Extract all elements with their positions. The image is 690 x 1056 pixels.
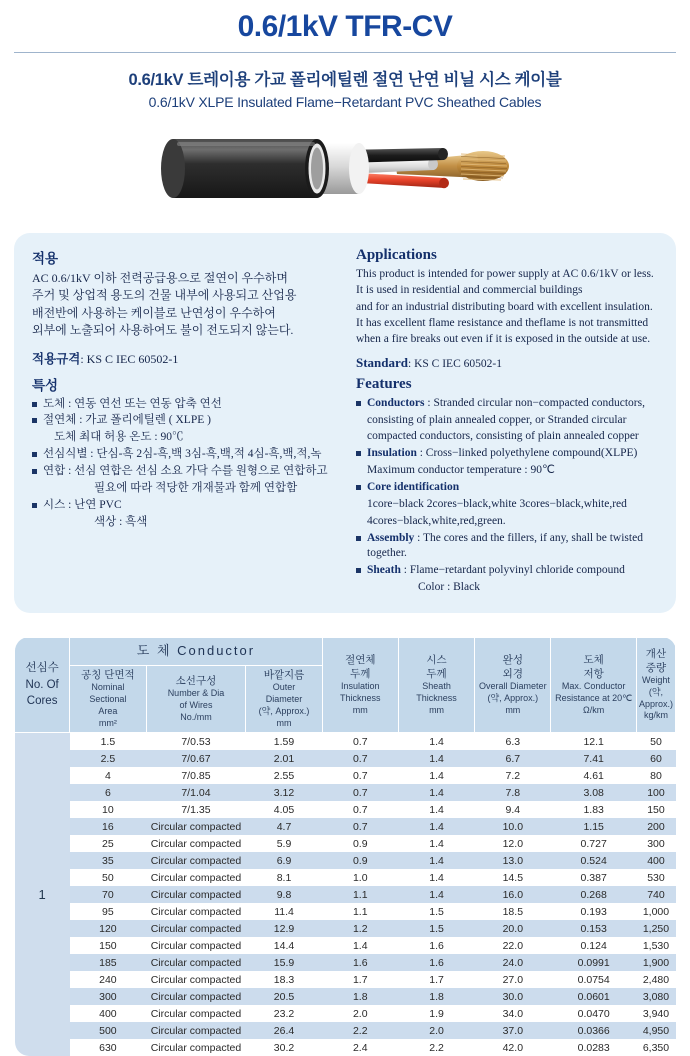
cell-sheath: 1.4	[429, 769, 444, 782]
cell-res: 0.0991	[551, 954, 636, 971]
applications-ko-line: 배전반에 사용하는 케이블로 난연성이 우수하여	[32, 305, 276, 320]
feature-en-item-label: Sheath	[367, 564, 401, 577]
cell-overall: 7.8	[475, 784, 551, 801]
feature-en-item: consisting of plain annealed copper, or Stranded circular	[367, 413, 627, 426]
cell-res: 0.387	[580, 871, 607, 884]
feature-en-item: Maximum conductor temperature : 90℃	[367, 464, 555, 477]
product-image-area	[0, 118, 690, 223]
cell-sheath: 2.2	[429, 1041, 444, 1054]
cell-res: 0.727	[580, 837, 607, 850]
cell-ins: 0.7	[322, 750, 398, 767]
cell-od: 8.1	[276, 871, 292, 884]
feature-en-item: Assembly : The cores and the fillers, if any, shall be twisted together.	[356, 531, 664, 563]
cell-area: 120	[70, 920, 146, 937]
cell-weight: 3,940	[642, 1007, 670, 1020]
cell-ins: 1.0	[352, 871, 368, 884]
cell-weight: 80	[650, 769, 662, 782]
cell-wires: 7/0.53	[181, 735, 211, 748]
cell-od: 15.9	[246, 954, 322, 971]
cell-area: 70	[70, 886, 146, 903]
cell-res: 1.15	[551, 818, 636, 835]
cell-wires: Circular compacted	[146, 920, 246, 937]
cell-area: 300	[70, 988, 146, 1005]
cell-ins: 1.1	[322, 886, 398, 903]
cell-res: 7.41	[551, 750, 636, 767]
cell-sheath: 1.4	[429, 871, 444, 884]
cell-wires: Circular compacted	[146, 852, 246, 869]
cell-od: 4.05	[273, 803, 295, 816]
feature-en-item: 1core−black 2cores−black,white 3cores−black,white,red	[367, 497, 627, 510]
feature-en-item-label: Core identification	[367, 480, 460, 493]
cell-sheath: 1.4	[398, 750, 474, 767]
cell-sheath: 1.4	[429, 735, 444, 748]
cell-overall: 37.0	[475, 1022, 551, 1039]
table-row	[15, 767, 676, 784]
applications-body-ko	[32, 270, 340, 340]
cell-res: 0.0601	[551, 988, 636, 1005]
cell-res: 0.0470	[577, 1007, 610, 1020]
feature-en-item: Insulation : Cross−linked polyethylene compound(XLPE)	[356, 446, 664, 462]
cell-overall: 7.2	[505, 769, 521, 782]
cell-overall: 30.0	[475, 988, 551, 1005]
cell-wires: Circular compacted	[150, 905, 242, 918]
cell-wires: Circular compacted	[146, 886, 246, 903]
info-column-korean	[14, 247, 346, 597]
cell-weight: 530	[647, 871, 665, 884]
col-header-resistance: 도체 저항 Max. Conductor Resistance at 20℃ Ω/km	[551, 637, 636, 732]
cell-od: 12.9	[246, 920, 322, 937]
cell-ins: 0.9	[322, 852, 398, 869]
cell-od: 23.2	[273, 1007, 295, 1020]
col-header-overall-diameter: 완성 외경 Overall Diameter (약, Approx.) mm	[475, 637, 551, 732]
cell-sheath: 1.6	[398, 954, 474, 971]
feature-ko-item: 연합 : 선심 연합은 선심 소요 가닥 수를 원형으로 연합하고	[32, 464, 340, 480]
cell-res: 0.0366	[551, 1022, 636, 1039]
cell-wires: Circular compacted	[150, 871, 242, 884]
cell-od: 2.01	[246, 750, 322, 767]
applications-en-line: and for an industrial distributing board with excellent insulation.	[356, 300, 653, 313]
feature-en-item-label: Conductors	[367, 396, 425, 409]
cell-ins: 0.7	[352, 769, 368, 782]
standard-label-en: Standard	[356, 354, 409, 370]
applications-ko-line: AC 0.6/1kV 이하 전력공급용으로 절연이 우수하며	[32, 271, 288, 285]
cell-weight: 100	[636, 784, 675, 801]
applications-en-line: It has excellent flame resistance and theflame is not transmitted	[356, 316, 649, 329]
cell-area: 400	[99, 1007, 117, 1020]
feature-en-item: 4cores−black,white,red,green.	[367, 514, 506, 527]
cell-ins: 1.1	[352, 905, 368, 918]
cell-res: 12.1	[583, 735, 604, 748]
feature-ko-item: 시스 : 난연 PVC	[32, 498, 340, 514]
cell-res: 0.124	[580, 939, 607, 952]
cell-sheath: 1.5	[398, 920, 474, 937]
applications-heading-ko: 적용	[32, 251, 59, 266]
cell-ins: 2.4	[352, 1041, 368, 1054]
spec-table-head	[15, 637, 676, 732]
cell-sheath: 1.4	[398, 818, 474, 835]
cell-overall: 6.7	[475, 750, 551, 767]
cell-overall: 34.0	[502, 1007, 524, 1020]
cell-area: 630	[99, 1041, 117, 1054]
cell-wires: 7/0.67	[146, 750, 246, 767]
table-row	[15, 1039, 676, 1056]
table-row	[15, 784, 676, 801]
cell-overall: 20.0	[475, 920, 551, 937]
col-header-insulation: 절연체 두께 Insulation Thickness mm	[322, 637, 398, 732]
cell-wires: 7/1.04	[146, 784, 246, 801]
cell-wires: Circular compacted	[150, 939, 242, 952]
cell-overall: 18.5	[502, 905, 524, 918]
cell-wires: Circular compacted	[150, 837, 242, 850]
info-column-english	[346, 247, 676, 597]
page-title: 0.6/1kV TFR-CV	[237, 10, 453, 43]
cell-od: 3.12	[246, 784, 322, 801]
cell-wires: Circular compacted	[150, 1041, 242, 1054]
feature-ko-item: 필요에 따라 적당한 개재물과 함께 연합함	[94, 481, 298, 494]
col-header-sheath: 시스 두께 Sheath Thickness mm	[398, 637, 474, 732]
table-row	[15, 733, 676, 751]
feature-en-item: Conductors : Stranded circular non−compacted conductors,	[356, 396, 664, 412]
cell-area: 6	[70, 784, 146, 801]
cell-area: 10	[102, 803, 114, 816]
table-row	[15, 920, 676, 937]
cell-area: 240	[99, 973, 117, 986]
table-row	[15, 818, 676, 835]
cell-overall: 24.0	[475, 954, 551, 971]
cell-res: 0.153	[551, 920, 636, 937]
product-info-panel	[14, 233, 676, 613]
table-row	[15, 750, 676, 767]
feature-ko-item: 선심식별 : 단심-흑 2심-흑,백 3심-흑,백,적 4심-흑,백,적,녹	[32, 447, 340, 463]
standard-ko	[32, 349, 340, 367]
cell-sheath: 1.4	[398, 784, 474, 801]
cell-sheath: 1.8	[398, 988, 474, 1005]
table-row	[15, 971, 676, 988]
cell-overall: 12.0	[502, 837, 524, 850]
cell-res: 4.61	[583, 769, 604, 782]
feature-ko-item: 도체 최대 허용 온도 : 90℃	[54, 431, 184, 444]
cell-wires: Circular compacted	[146, 1022, 246, 1039]
col-header-wires: 소선구성 Number & Dia of Wires No./mm	[146, 665, 246, 732]
table-row	[15, 1022, 676, 1039]
cell-res: 0.268	[551, 886, 636, 903]
cell-weight: 50	[650, 735, 662, 748]
features-heading-en: Features	[356, 375, 412, 392]
cell-weight: 740	[636, 886, 675, 903]
cell-weight: 1,250	[636, 920, 675, 937]
cell-area: 35	[70, 852, 146, 869]
feature-ko-item: 도체 : 연동 연선 또는 연동 압축 연선	[32, 397, 340, 413]
col-header-cores: 선심수 No. Of Cores	[15, 637, 70, 732]
cell-sheath: 1.5	[429, 905, 444, 918]
table-row	[15, 886, 676, 903]
cell-wires: 7/1.35	[181, 803, 211, 816]
cell-od: 26.4	[246, 1022, 322, 1039]
cell-overall: 6.3	[505, 735, 521, 748]
cell-ins: 0.7	[322, 818, 398, 835]
feature-en-item: Sheath : Flame−retardant polyvinyl chloride compound	[356, 563, 664, 579]
table-row	[15, 988, 676, 1005]
cell-weight: 3,080	[636, 988, 675, 1005]
cell-sheath: 1.6	[429, 939, 444, 952]
title-divider	[14, 52, 676, 53]
cell-area: 25	[102, 837, 114, 850]
cell-ins: 0.7	[322, 784, 398, 801]
cell-res: 0.0283	[577, 1041, 610, 1054]
cell-area: 16	[70, 818, 146, 835]
table-row	[15, 869, 676, 886]
feature-en-item: compacted conductors, consisting of plain annealed copper	[367, 430, 639, 443]
cell-wires: Circular compacted	[146, 988, 246, 1005]
col-header-outer-diameter: 바깥지름 Outer Diameter (약, Approx.) mm	[246, 665, 322, 732]
cell-overall: 22.0	[502, 939, 524, 952]
feature-en-item-label: Assembly	[367, 531, 415, 544]
cell-sheath: 1.4	[429, 803, 444, 816]
features-heading-ko: 특성	[32, 377, 59, 393]
cell-weight: 1,530	[642, 939, 670, 952]
cell-od: 20.5	[246, 988, 322, 1005]
cell-ins: 1.7	[352, 973, 368, 986]
feature-en-item: Color : Black	[418, 581, 480, 594]
cell-res: 0.0754	[577, 973, 610, 986]
applications-heading-en: Applications	[356, 247, 437, 263]
cell-sheath: 2.0	[398, 1022, 474, 1039]
cell-area: 500	[70, 1022, 146, 1039]
cell-sheath: 1.7	[429, 973, 444, 986]
table-row	[15, 852, 676, 869]
applications-ko-line: 주거 및 상업적 용도의 건물 내부에 사용되고 산업용	[32, 288, 297, 303]
cell-od: 4.7	[246, 818, 322, 835]
cell-weight: 1,000	[642, 905, 670, 918]
cell-cores: 1	[15, 733, 70, 1056]
cell-weight: 1,900	[636, 954, 675, 971]
cell-overall: 14.5	[502, 871, 524, 884]
cell-area: 95	[102, 905, 114, 918]
cell-od: 30.2	[273, 1041, 295, 1054]
cell-od: 5.9	[276, 837, 292, 850]
cell-sheath: 1.9	[429, 1007, 444, 1020]
cell-sheath: 1.4	[398, 886, 474, 903]
cell-area: 4	[104, 769, 111, 782]
cell-area: 185	[70, 954, 146, 971]
cell-ins: 1.2	[322, 920, 398, 937]
cell-area: 2.5	[70, 750, 146, 767]
cell-area: 50	[102, 871, 114, 884]
header-row-top	[15, 637, 676, 665]
col-header-weight: 개산 중량 Weight (약, Approx.) kg/km	[636, 637, 675, 732]
cell-area: 1.5	[100, 735, 116, 748]
cell-ins: 1.8	[322, 988, 398, 1005]
cell-overall: 13.0	[475, 852, 551, 869]
feature-en-item	[356, 480, 664, 496]
standard-en	[356, 355, 664, 371]
cell-wires: Circular compacted	[146, 818, 246, 835]
col-header-conductor-group: 도 체 Conductor	[70, 637, 322, 665]
features-list-ko	[32, 397, 340, 531]
cell-od: 11.4	[274, 905, 294, 918]
standard-label-ko: 적용규격	[32, 351, 81, 366]
cell-overall: 27.0	[502, 973, 524, 986]
cell-weight: 2,480	[642, 973, 670, 986]
standard-value-en: : KS C IEC 60502-1	[408, 357, 502, 370]
cell-od: 6.9	[246, 852, 322, 869]
outer-sheath	[161, 139, 329, 198]
features-list-en	[356, 396, 664, 596]
cell-od: 14.4	[273, 939, 295, 952]
cell-od: 1.59	[273, 735, 295, 748]
cell-overall: 16.0	[475, 886, 551, 903]
subtitle-english: 0.6/1kV XLPE Insulated Flame−Retardant PVC Sheathed Cables	[148, 94, 542, 110]
cell-ins: 2.0	[352, 1007, 368, 1020]
cell-weight: 60	[636, 750, 675, 767]
applications-ko-line: 외부에 노출되어 사용하여도 불이 전도되지 않는다.	[32, 323, 294, 338]
cell-sheath: 1.4	[398, 852, 474, 869]
table-row	[15, 903, 676, 920]
cell-od: 18.3	[273, 973, 295, 986]
standard-value-ko: : KS C IEC 60502-1	[80, 351, 179, 366]
applications-en-line: when a fire breaks out even if it is exposed in the outside at use.	[356, 333, 651, 346]
col-header-nominal-area: 공칭 단면적 Nominal Sectional Area mm²	[70, 665, 146, 732]
cell-overall: 10.0	[475, 818, 551, 835]
cell-overall: 9.4	[505, 803, 521, 816]
cell-ins: 1.4	[352, 939, 368, 952]
cell-ins: 1.6	[322, 954, 398, 971]
cell-wires: Circular compacted	[150, 1007, 242, 1020]
table-row	[15, 937, 676, 954]
spec-table	[14, 637, 676, 1056]
cell-area: 150	[99, 939, 117, 952]
cell-wires: Circular compacted	[150, 973, 242, 986]
cell-ins: 0.7	[352, 735, 368, 748]
cell-res: 3.08	[551, 784, 636, 801]
cell-sheath: 1.4	[429, 837, 444, 850]
table-row	[15, 1005, 676, 1022]
cell-weight: 150	[647, 803, 665, 816]
cell-weight: 200	[636, 818, 675, 835]
cell-weight: 300	[647, 837, 665, 850]
subtitle-korean: 0.6/1kV 트레이용 가교 폴리에틸렌 절연 난연 비닐 시스 케이블	[128, 71, 562, 89]
cell-res: 1.83	[583, 803, 604, 816]
table-row	[15, 835, 676, 852]
cell-res: 0.524	[551, 852, 636, 869]
cell-ins: 0.9	[352, 837, 368, 850]
table-row	[15, 801, 676, 818]
spec-table-body	[15, 733, 676, 1056]
applications-body-en	[356, 266, 664, 348]
cell-ins: 2.2	[322, 1022, 398, 1039]
cell-weight: 400	[636, 852, 675, 869]
cell-od: 2.55	[273, 769, 295, 782]
cell-res: 0.193	[580, 905, 607, 918]
feature-ko-item: 색상 : 흑색	[94, 515, 148, 528]
cell-ins: 0.7	[352, 803, 368, 816]
cell-weight: 4,950	[636, 1022, 675, 1039]
cable-cross-section-illustration	[145, 118, 545, 223]
spec-table-wrapper	[14, 637, 676, 1056]
applications-en-line: This product is intended for power supply at AC 0.6/1kV or less.	[356, 268, 654, 280]
applications-en-line: It is used in residential and commercial buildings	[356, 284, 583, 297]
cell-wires: 7/0.85	[181, 769, 211, 782]
cell-weight: 6,350	[642, 1041, 670, 1054]
feature-en-item-label: Insulation	[367, 447, 417, 460]
cell-wires: Circular compacted	[146, 954, 246, 971]
table-row	[15, 954, 676, 971]
cell-overall: 42.0	[502, 1041, 524, 1054]
feature-ko-item: 절연체 : 가교 폴리에틸렌 ( XLPE )	[32, 413, 340, 429]
cell-od: 9.8	[246, 886, 322, 903]
